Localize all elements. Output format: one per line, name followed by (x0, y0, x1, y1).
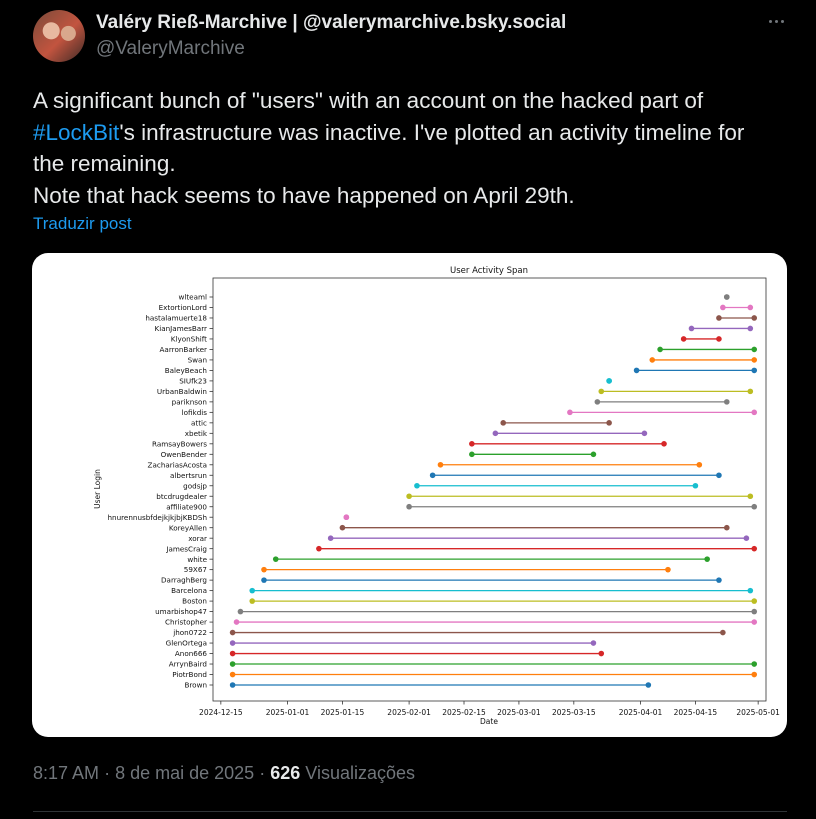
activity-start-point (720, 305, 726, 311)
activity-start-point (438, 462, 444, 468)
activity-end-point (606, 378, 612, 384)
author-handle[interactable]: @ValeryMarchive (96, 38, 245, 59)
activity-end-point (344, 514, 350, 520)
y-tick-label: Christopher (165, 617, 207, 627)
y-tick-label: btcdrugdealer (156, 491, 207, 501)
activity-end-point (748, 389, 754, 395)
activity-end-point (665, 567, 671, 573)
y-tick-label: Anon666 (174, 649, 207, 659)
translate-post-link[interactable]: Traduzir post (33, 214, 132, 233)
activity-start-point (230, 640, 236, 646)
tweet-line-2-text: 's infrastructure was inactive. I've plotted an activity timeline for (119, 119, 745, 145)
x-tick-label: 2025-04-01 (618, 708, 663, 717)
activity-end-point (591, 451, 597, 457)
y-tick-label: KoreyAllen (168, 523, 207, 533)
activity-start-point (340, 525, 346, 531)
activity-start-point (469, 441, 475, 447)
activity-end-point (661, 441, 667, 447)
activity-end-point (751, 347, 757, 353)
y-tick-label: affiliate900 (166, 502, 207, 512)
activity-end-point (720, 630, 726, 636)
activity-start-point (716, 315, 722, 321)
tweet-line-3: the remaining. (33, 151, 176, 176)
activity-end-point (751, 315, 757, 321)
y-tick-label: jhon0722 (173, 628, 207, 638)
activity-start-point (414, 483, 420, 489)
activity-end-point (748, 588, 754, 594)
y-tick-label: Barcelona (171, 586, 207, 596)
activity-start-point (249, 588, 255, 594)
activity-end-point (751, 661, 757, 667)
activity-end-point (598, 651, 604, 657)
activity-end-point (744, 535, 750, 541)
activity-end-point (751, 410, 757, 416)
y-tick-label: SIUfk23 (179, 376, 207, 386)
activity-end-point (748, 326, 754, 332)
post-time[interactable]: 8:17 AM (33, 763, 100, 783)
y-tick-label: xorar (188, 533, 207, 543)
lockbit-hashtag-link[interactable]: #LockBit (33, 119, 120, 145)
y-tick-label: KlyonShift (170, 334, 207, 344)
x-tick-label: 2025-02-01 (387, 708, 431, 717)
divider (33, 811, 787, 812)
activity-end-point (716, 336, 722, 342)
y-tick-label: ExtortionLord (158, 303, 207, 313)
activity-end-point (716, 472, 722, 478)
y-tick-label: Boston (182, 596, 207, 606)
y-tick-label: DarraghBerg (161, 575, 207, 585)
activity-end-point (751, 672, 757, 678)
y-tick-label: AarronBarker (159, 345, 207, 355)
x-axis-label: Date (480, 717, 498, 726)
activity-start-point (634, 368, 640, 374)
activity-end-point (751, 546, 757, 552)
activity-end-point (697, 462, 703, 468)
activity-end-point (646, 682, 652, 688)
y-tick-label: Swan (187, 355, 207, 365)
activity-end-point (751, 368, 757, 374)
y-tick-label: wlteaml (178, 292, 207, 302)
y-tick-label: godsjp (183, 481, 207, 491)
x-tick-label: 2025-04-15 (673, 708, 718, 717)
y-axis-label: User Login (93, 469, 102, 509)
activity-start-point (234, 619, 240, 625)
y-tick-label: JamesCraig (166, 544, 207, 554)
y-tick-label: ArrynBaird (168, 659, 207, 669)
activity-end-point (724, 294, 730, 300)
activity-end-point (724, 525, 730, 531)
activity-end-point (716, 577, 722, 583)
y-tick-label: PiotrBond (172, 670, 207, 680)
x-tick-label: 2025-01-15 (320, 708, 365, 717)
activity-start-point (595, 399, 601, 405)
y-tick-label: pariknson (171, 397, 207, 407)
activity-end-point (704, 556, 710, 562)
activity-start-point (261, 577, 267, 583)
activity-start-point (238, 609, 244, 615)
y-tick-label: hastalamuerte18 (145, 313, 207, 323)
y-tick-label: white (187, 554, 207, 564)
activity-start-point (567, 410, 573, 416)
activity-start-point (469, 451, 475, 457)
y-tick-label: BaleyBeach (164, 366, 207, 376)
post-date[interactable]: 8 de mai de 2025 (115, 763, 255, 783)
y-tick-label: albertsrun (170, 470, 207, 480)
y-tick-label: UrbanBaldwin (156, 386, 207, 396)
activity-start-point (261, 567, 267, 573)
activity-start-point (430, 472, 436, 478)
y-tick-label: Brown (184, 680, 207, 690)
tweet-line-4: Note that hack seems to have happened on April 29th. (33, 182, 575, 208)
y-tick-label: RamsayBowers (152, 439, 207, 449)
author-avatar[interactable] (33, 10, 85, 62)
author-display-name[interactable]: Valéry Rieß-Marchive | @valerymarchive.bsky.social (96, 12, 567, 33)
post-meta (33, 763, 415, 784)
y-tick-label: OwenBender (160, 449, 207, 459)
x-tick-label: 2025-03-15 (552, 708, 596, 717)
activity-start-point (273, 556, 279, 562)
activity-start-point (649, 357, 655, 363)
activity-start-point (230, 682, 236, 688)
y-tick-label: umarbishop47 (155, 607, 207, 617)
chart-title: User Activity Span (450, 266, 528, 276)
activity-start-point (316, 546, 322, 552)
more-options-icon[interactable] (762, 10, 790, 32)
activity-start-point (230, 661, 236, 667)
activity-start-point (657, 347, 663, 353)
tweet-text (33, 85, 803, 211)
x-tick-label: 2025-05-01 (736, 708, 780, 717)
meta-separator: · (259, 763, 266, 783)
activity-end-point (751, 598, 757, 604)
y-tick-label: 59X67 (183, 565, 207, 575)
activity-end-point (748, 493, 754, 499)
activity-start-point (249, 598, 255, 604)
activity-end-point (751, 504, 757, 510)
activity-end-point (751, 609, 757, 615)
meta-separator: · (104, 763, 111, 783)
activity-end-point (751, 619, 757, 625)
activity-end-point (748, 305, 754, 311)
y-tick-label: xbetik (184, 428, 207, 438)
views-label: Visualizações (305, 763, 416, 783)
activity-end-point (591, 640, 597, 646)
y-tick-label: lofikdis (181, 407, 207, 417)
y-tick-label: GlenOrtega (165, 638, 207, 648)
activity-start-point (493, 431, 499, 437)
views-count: 626 (270, 763, 301, 783)
activity-start-point (230, 672, 236, 678)
activity-start-point (230, 630, 236, 636)
activity-start-point (406, 493, 412, 499)
tweet-line-1: A significant bunch of "users" with an account on the hacked part of (33, 88, 704, 113)
x-axis-ticks (199, 701, 780, 717)
activity-end-point (642, 431, 648, 437)
tweet-line-2 (33, 117, 803, 149)
activity-end-point (606, 420, 612, 426)
activity-end-point (724, 399, 730, 405)
activity-start-point (406, 504, 412, 510)
x-tick-label: 2024-12-15 (199, 708, 243, 717)
x-tick-label: 2025-01-01 (265, 708, 310, 717)
activity-start-point (681, 336, 687, 342)
activity-start-point (328, 535, 334, 541)
activity-start-point (230, 651, 236, 657)
activity-start-point (689, 326, 695, 332)
y-tick-label: ZachariasAcosta (147, 460, 207, 470)
y-tick-label: attic (191, 418, 207, 428)
x-tick-label: 2025-03-01 (497, 708, 541, 717)
y-tick-label: KianJamesBarr (154, 324, 207, 334)
activity-start-point (598, 389, 604, 395)
activity-start-point (500, 420, 506, 426)
activity-end-point (693, 483, 699, 489)
chart-image[interactable] (32, 253, 787, 737)
y-tick-label: hnurennusbfdejkjkjbjKBDSh (107, 512, 207, 522)
activity-chart (32, 253, 787, 737)
activity-end-point (751, 357, 757, 363)
x-tick-label: 2025-02-15 (442, 708, 486, 717)
